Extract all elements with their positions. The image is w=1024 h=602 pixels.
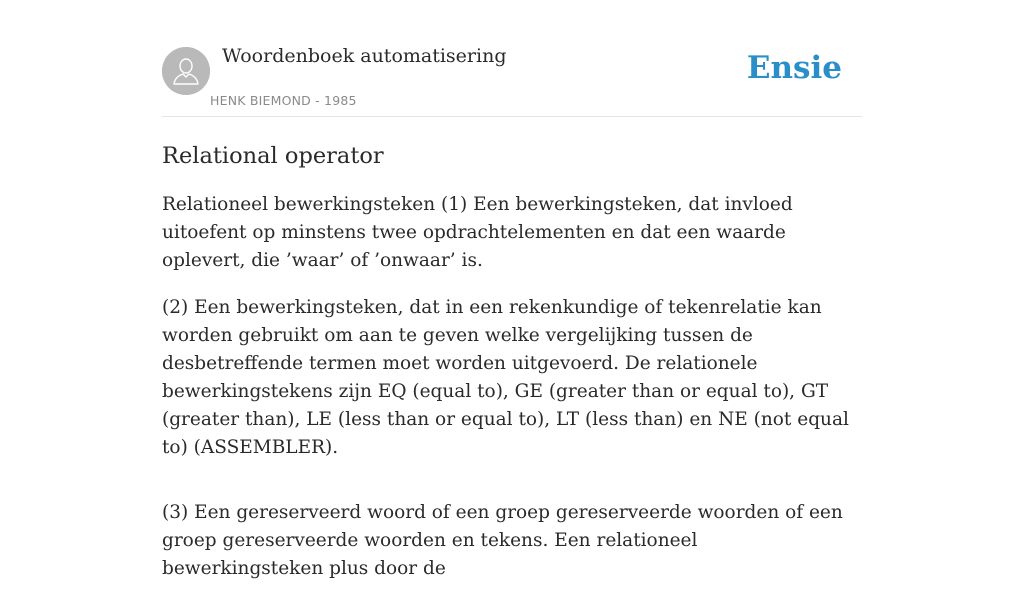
meta-separator: - <box>310 93 325 108</box>
definition-paragraph: (2) Een bewerkingsteken, dat in een rekenkundige of tekenrelatie kan worden gebruikt om aan te geven welke vergelijking tussen de desbetreffende termen moet worden uitgevoerd. De relationele bewerkingstekens zijn EQ (equal to), GE (greater than or equal to), GT (greater than), LE (less than or equal to), LT (less than) en NE (not equal to) (ASSEMBLER). <box>162 297 849 458</box>
book-meta <box>210 93 357 108</box>
entry-term: Relational operator <box>162 143 384 169</box>
user-placeholder-icon[interactable] <box>162 47 210 95</box>
entry-definition <box>162 191 862 583</box>
ensie-logo[interactable]: Ensie <box>746 50 842 86</box>
definition-paragraph: (3) Een gereserveerd woord of een groep gereserveerde woorden of een groep gereserveerde woorden en tekens. Een relationeel bewerkingsteken plus door de <box>162 502 843 579</box>
author-name[interactable]: HENK BIEMOND <box>210 93 311 108</box>
publication-year: 1985 <box>324 93 357 108</box>
book-title[interactable]: Woordenboek automatisering <box>222 45 507 67</box>
book-header <box>162 0 862 117</box>
content-container <box>162 0 862 602</box>
definition-paragraph: Relationeel bewerkingsteken (1) Een bewerkingsteken, dat invloed uitoefent op minstens twee opdrachtelementen en dat een waarde oplevert, die ’waar’ of ’onwaar’ is. <box>162 194 793 271</box>
